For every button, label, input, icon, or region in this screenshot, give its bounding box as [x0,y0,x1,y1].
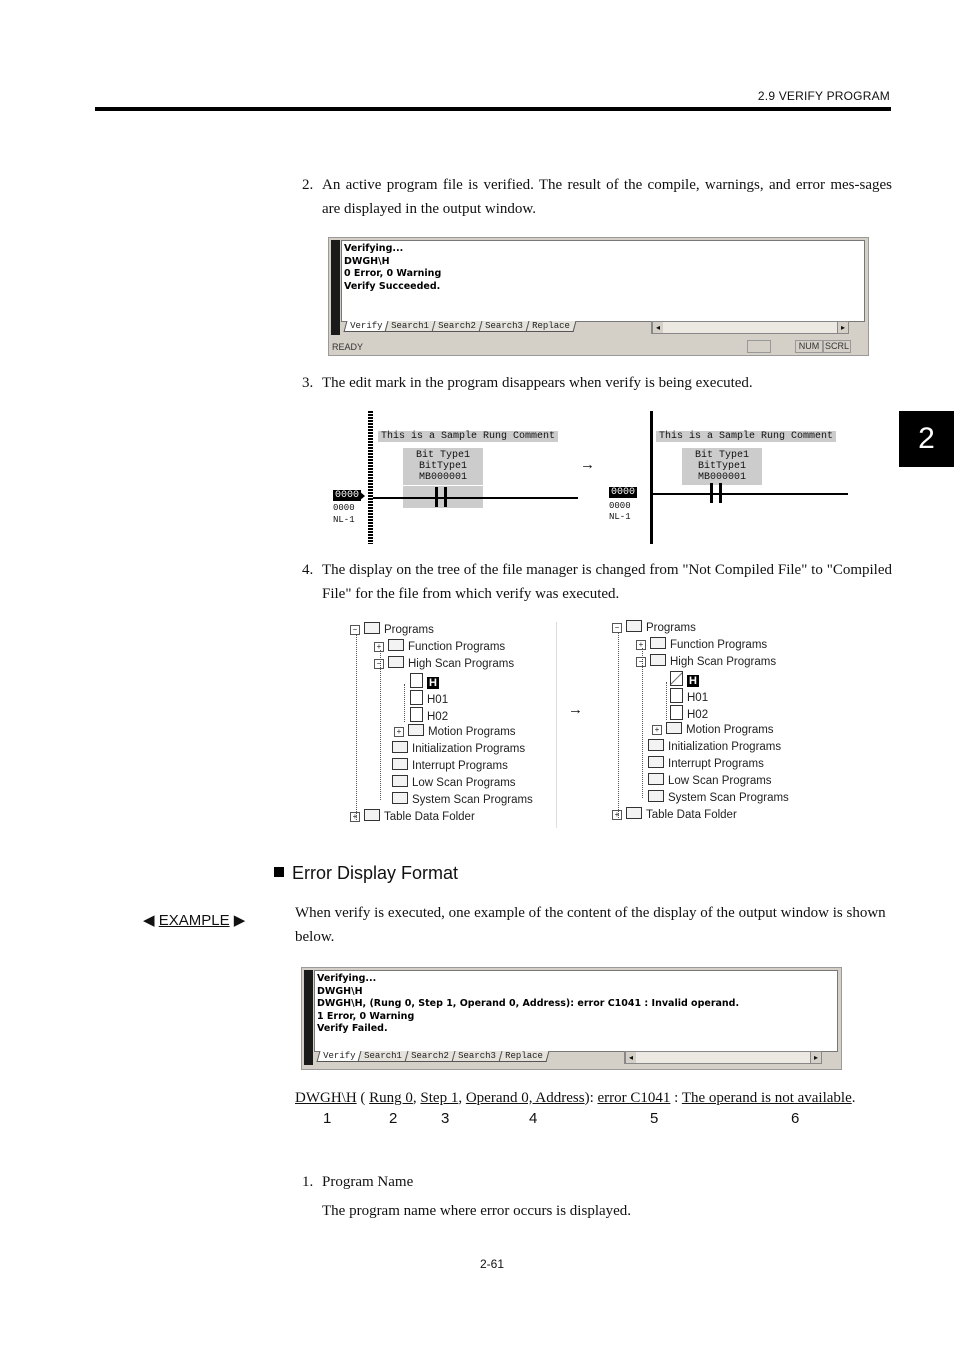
tree-item-highscan[interactable]: − High Scan Programs [636,654,776,668]
tab-verify[interactable]: Verify [317,1051,362,1062]
output-line: DWGH\H, (Rung 0, Step 1, Operand 0, Address): error C1041 : Invalid operand. [317,998,740,1009]
tree-item-h[interactable]: H [670,671,699,687]
tree-item-table[interactable]: + Table Data Folder [350,809,475,823]
tree-item-table[interactable]: + Table Data Folder [612,807,737,821]
folder-icon [392,792,408,804]
output-window [328,237,869,356]
scroll-left-icon[interactable]: ◂ [652,322,663,333]
part-message: The operand is not available [681,1090,852,1106]
example-tag: ◀ EXAMPLE ▶ [143,912,246,929]
tree-item-function[interactable]: + Function Programs [374,639,505,653]
output-pane [314,970,838,1052]
rung-comment: This is a Sample Rung Comment [378,431,558,442]
rung-comment: This is a Sample Rung Comment [656,431,836,442]
item-title: Program Name [322,1174,414,1190]
step-text: An active program file is verified. The result of the compile, warnings, and error mes-sages are displayed in the output window. [322,177,892,217]
output-line: Verify Succeeded. [344,280,441,292]
part-number-6: 6 [791,1110,800,1127]
status-cell [747,340,771,353]
scroll-right-icon[interactable]: ▸ [837,322,848,333]
coil-label: Bit Type1 BitType1 MB000001 [403,448,483,485]
folder-icon [364,809,380,821]
folder-icon [392,775,408,787]
ladder-after [604,411,848,544]
folder-icon [666,722,682,734]
rung-wire [373,497,578,499]
folder-icon [648,739,664,751]
output-line: Verifying... [317,973,377,984]
part-number-5: 5 [650,1110,659,1127]
folder-icon [648,756,664,768]
folder-icon [648,773,664,785]
horizontal-scrollbar[interactable] [651,321,849,334]
tree-item-interrupt[interactable]: Interrupt Programs [392,758,508,772]
part-number-1: 1 [323,1110,332,1127]
item-description: The program name where error occurs is displayed. [322,1203,632,1219]
step-2 [302,173,892,221]
rung-wire [653,493,848,495]
folder-icon [650,654,666,666]
output-line: Verify Failed. [317,1023,388,1034]
window-gutter [331,240,340,335]
compiled-file-icon [670,671,683,686]
part-step: Step 1 [420,1090,459,1106]
scroll-left-icon[interactable]: ◂ [625,1052,636,1063]
tree-item-h[interactable]: H [410,673,439,689]
tree-item-highscan[interactable]: − High Scan Programs [374,656,514,670]
status-num: NUM [795,340,823,353]
tree-item-programs[interactable]: − Programs [612,620,696,634]
part-rung: Rung 0 [369,1090,413,1106]
step-text: The display on the tree of the file manager is changed from "Not Compiled File" to "Compiled File" for the file from which verify was executed. [322,562,892,602]
header-rule [95,107,891,111]
step-number: 3. [302,375,314,391]
power-rail [368,411,373,544]
folder-icon [648,790,664,802]
triangle-left-icon: ◀ [143,912,155,929]
contact-bar [444,487,447,507]
part-number-2: 2 [389,1110,398,1127]
tree-item-function[interactable]: + Function Programs [636,637,767,651]
output-line: Verifying... [344,243,404,254]
tree-item-lowscan[interactable]: Low Scan Programs [392,775,516,789]
folder-icon [626,807,642,819]
tab-search2[interactable]: Search2 [405,1051,456,1062]
part-error-code: error C1041 [597,1090,671,1106]
tab-search3[interactable]: Search3 [452,1051,503,1062]
rung-number: 0000 [611,487,636,498]
file-icon [410,673,423,688]
folder-icon [364,622,380,634]
tree-item-interrupt[interactable]: Interrupt Programs [648,756,764,770]
rung-sub: 0000 [333,503,355,513]
triangle-right-icon: ▶ [233,912,246,929]
file-icon [410,707,423,722]
section-intro: When verify is executed, one example of the content of the display of the output window is shown below. [295,905,886,945]
error-format-line: DWGH\H ( Rung 0, Step 1, Operand 0, Address): error C1041 : The operand is not available. [295,1090,856,1106]
file-icon [670,705,683,720]
power-rail [650,411,653,544]
status-scrl: SCRL [824,341,849,351]
output-line: DWGH\H [344,255,390,267]
tree-item-h01[interactable]: H01 [670,688,708,704]
file-tree-after [612,618,812,824]
folder-icon [408,724,424,736]
nl-label: NL-1 [609,512,631,522]
part-program-name: DWGH\H [295,1090,357,1106]
step-number: 2. [302,177,314,193]
output-line: 0 Error, 0 Warning [344,268,442,279]
coil-label: Bit Type1 BitType1 MB000001 [682,448,762,485]
folder-icon [388,656,404,668]
tree-item-lowscan[interactable]: Low Scan Programs [648,773,772,787]
folder-icon [392,741,408,753]
tree-item-h01[interactable]: H01 [410,690,448,706]
step-number: 4. [302,562,314,578]
output-window-error [301,967,842,1070]
rung-sub: 0000 [609,501,631,511]
bullet-square-icon [274,867,284,877]
scroll-right-icon[interactable]: ▸ [810,1052,821,1063]
output-pane [341,240,865,322]
file-tree-before [350,620,556,830]
page-number: 2-61 [480,1257,505,1271]
contact-bar [710,483,713,503]
item-number: 1. [302,1174,314,1190]
folder-icon [392,758,408,770]
nl-label: NL-1 [333,515,355,525]
folder-icon [626,620,642,632]
step-3 [302,371,892,395]
tab-search1[interactable]: Search1 [358,1051,409,1062]
output-tabs [318,1051,547,1062]
chapter-tab: 2 [899,411,954,467]
tree-item-init[interactable]: Initialization Programs [392,741,525,755]
tree-item-system[interactable]: System Scan Programs [648,790,789,804]
tab-search1[interactable]: Search1 [385,321,436,332]
contact-bar [719,483,722,503]
window-gutter [304,970,313,1065]
rung-number: 0000 [335,490,360,501]
part-number-4: 4 [529,1110,538,1127]
tree-item-h02[interactable]: H02 [670,705,708,721]
part-operand: Operand 0, Address [465,1090,585,1106]
file-icon [410,690,423,705]
output-line: DWGH\H [317,985,363,997]
tree-item-system[interactable]: System Scan Programs [392,792,533,806]
tree-item-motion[interactable]: + Motion Programs [652,722,774,736]
contact-bar [435,487,438,507]
arrow-icon: → [580,457,595,473]
tree-item-programs[interactable]: − Programs [350,622,434,636]
section-heading: Error Display Format [274,863,458,884]
part-number-3: 3 [441,1110,450,1127]
tree-item-init[interactable]: Initialization Programs [648,739,781,753]
tab-search3[interactable]: Search3 [479,321,530,332]
step-text: The edit mark in the program disappears when verify is being executed. [322,375,753,391]
file-icon [670,688,683,703]
arrow-icon: → [568,702,583,718]
item-1 [302,1170,892,1194]
folder-icon [650,637,666,649]
tab-search2[interactable]: Search2 [432,321,483,332]
tree-item-h02[interactable]: H02 [410,707,448,723]
edit-mark-icon [359,491,365,501]
tree-item-motion[interactable]: + Motion Programs [394,724,516,738]
step-4 [302,558,892,606]
output-tabs [345,321,574,332]
output-line: 1 Error, 0 Warning [317,1010,415,1022]
ladder-before [328,411,578,544]
running-header: 2.9 VERIFY PROGRAM [757,89,890,103]
horizontal-scrollbar[interactable] [624,1051,822,1064]
tab-verify[interactable]: Verify [344,321,389,332]
tab-replace[interactable]: Replace [525,321,576,332]
tab-replace[interactable]: Replace [498,1051,549,1062]
folder-icon [388,639,404,651]
status-ready: READY [332,342,364,352]
divider [556,622,557,828]
